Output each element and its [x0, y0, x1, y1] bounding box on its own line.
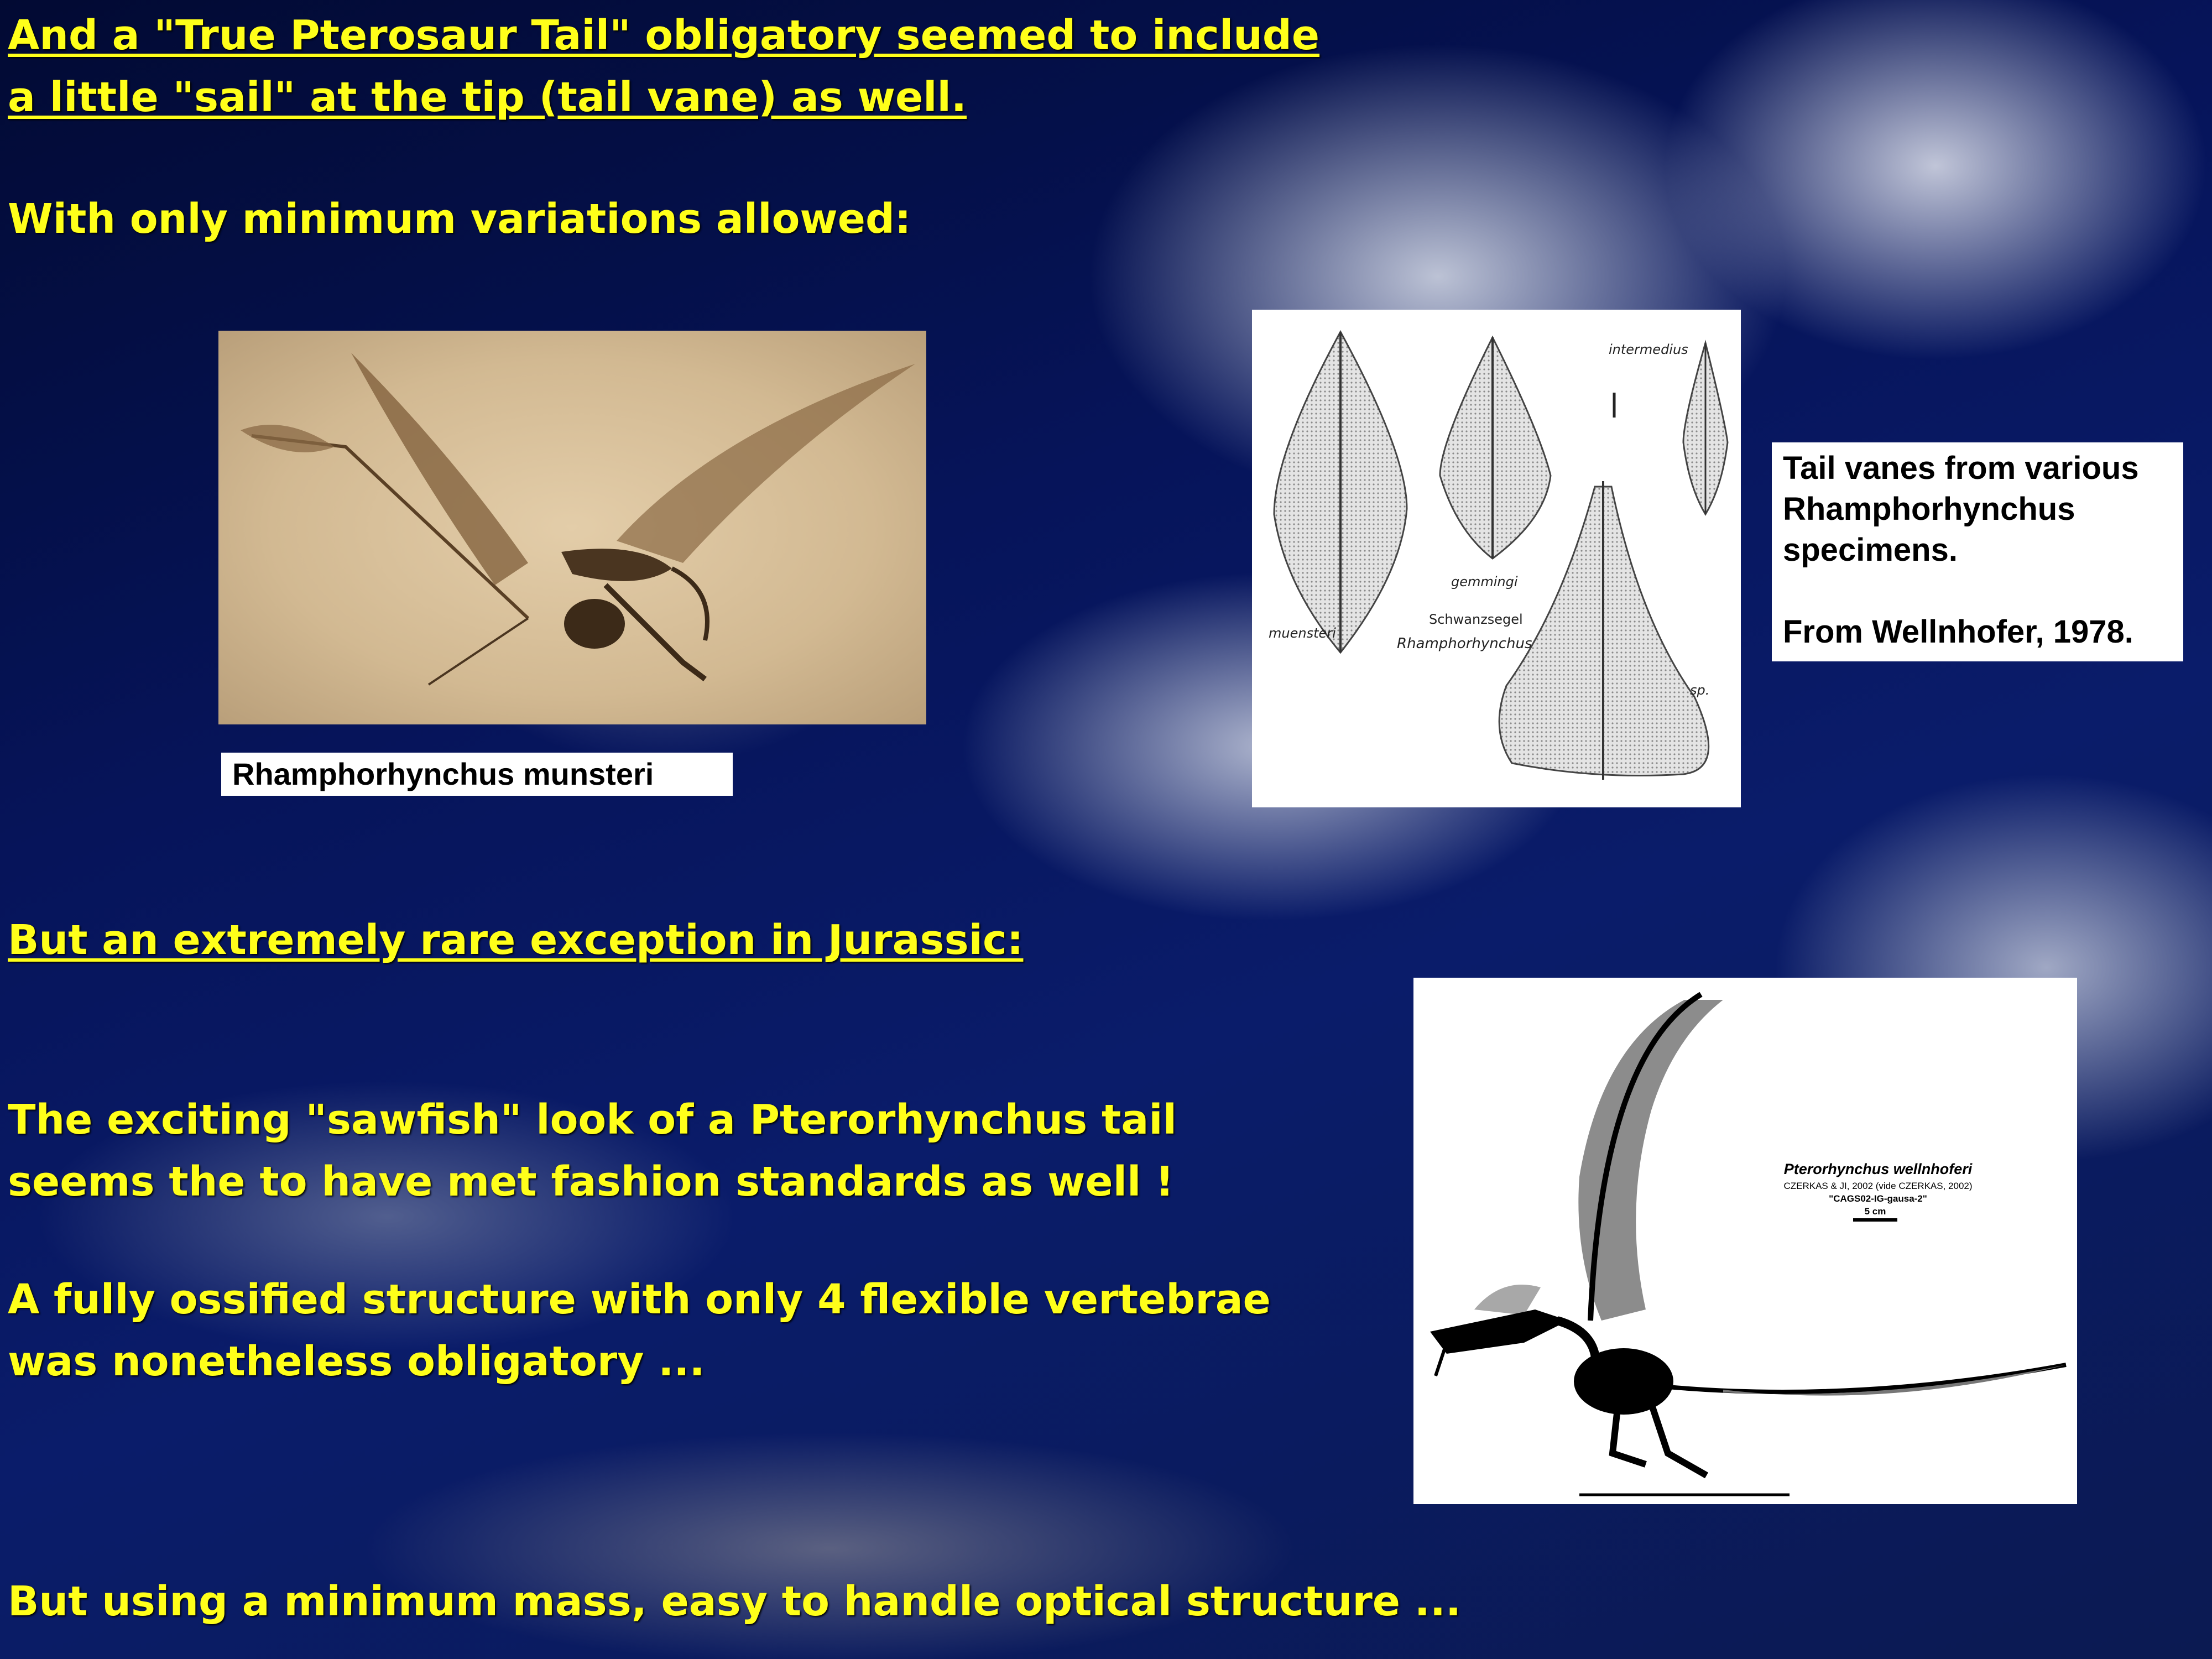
skeleton-scale: 5 cm: [1864, 1206, 1886, 1217]
heading-line-2: a little "sail" at the tip (tail vane) as well.: [8, 74, 967, 121]
tail-vanes-drawing: [1252, 310, 1741, 807]
skeleton-specimen: "CAGS02-IG-gausa-2": [1829, 1193, 1927, 1204]
caption-line-4: From Wellnhofer, 1978.: [1783, 614, 2133, 650]
label-rhamphorhynchus: Rhamphorhynchus: [1397, 635, 1532, 652]
exception-heading: But an extremely rare exception in Jurassic:: [8, 916, 1024, 964]
heading-line-1: And a "True Pterosaur Tail" obligatory seemed to include: [8, 12, 1320, 59]
skeleton-title: Pterorhynchus wellnhoferi: [1783, 1161, 1973, 1177]
fossil-photo: [218, 331, 926, 724]
label-sp: sp.: [1690, 682, 1710, 698]
skeleton-figure: [1413, 978, 2077, 1504]
ossified-line-2: was nonetheless obligatory ...: [8, 1338, 705, 1385]
sawfish-line-1: The exciting "sawfish" look of a Pterorhynchus tail: [8, 1096, 1177, 1144]
label-schwanzsegel: Schwanzsegel: [1429, 612, 1523, 627]
sawfish-line-2: seems the to have met fashion standards as well !: [8, 1158, 1174, 1206]
footer-text: But using a minimum mass, easy to handle optical structure ...: [8, 1578, 1462, 1625]
label-intermedius: intermedius: [1609, 342, 1688, 357]
pterorhynchus-skeleton: [1413, 978, 2077, 1504]
pterosaur-fossil-illustration: [218, 331, 926, 724]
ossified-line-1: A fully ossified structure with only 4 flexible vertebrae: [8, 1276, 1271, 1323]
caption-line-3: specimens.: [1783, 532, 1958, 568]
caption-line-2: Rhamphorhynchus: [1783, 491, 2075, 527]
fossil-caption: Rhamphorhynchus munsteri: [221, 753, 733, 796]
tail-vanes-caption: [1772, 442, 2183, 661]
subheading: With only minimum variations allowed:: [8, 195, 911, 243]
caption-line-1: Tail vanes from various: [1783, 450, 2139, 486]
skeleton-credit: CZERKAS & JI, 2002 (vide CZERKAS, 2002): [1783, 1181, 1973, 1191]
tail-vane-sketches: [1252, 310, 1741, 807]
label-muensteri: muensteri: [1269, 625, 1336, 641]
label-gemmingi: gemmingi: [1451, 574, 1518, 589]
